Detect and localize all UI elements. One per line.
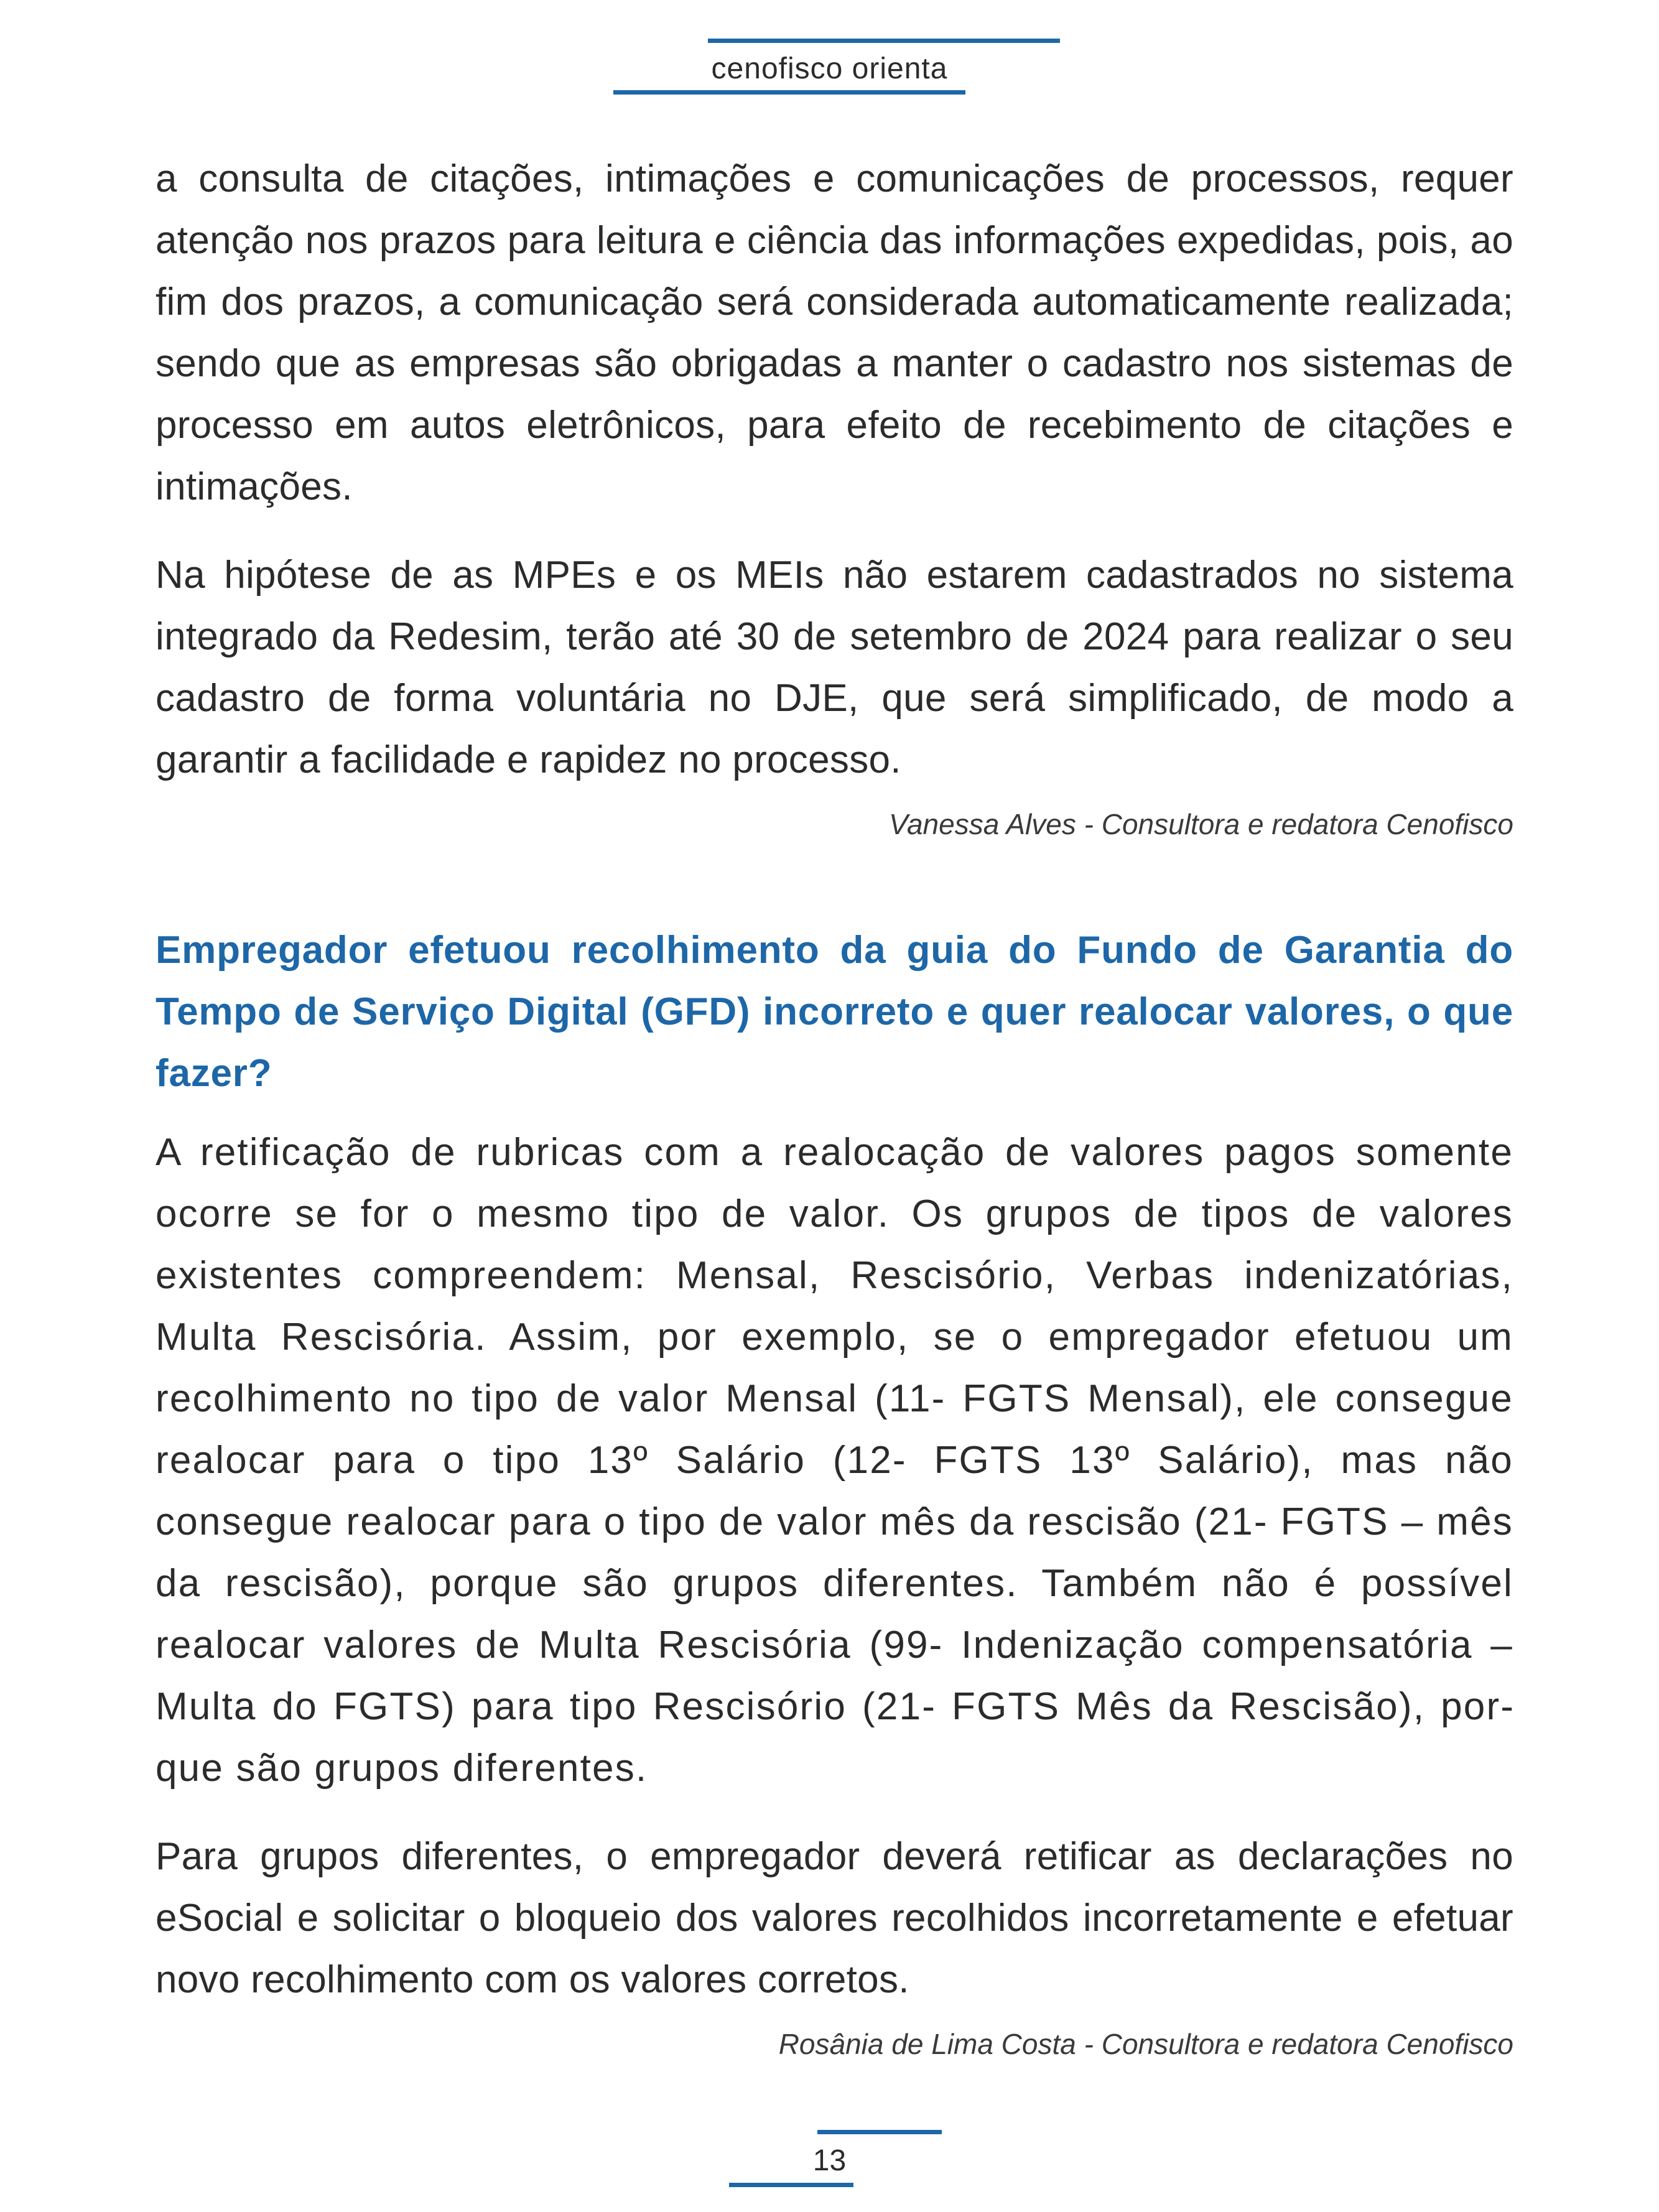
page-header (0, 36, 1659, 98)
page-footer (0, 2127, 1659, 2202)
page-content (156, 148, 1513, 2065)
header-title: cenofisco orienta (711, 52, 948, 85)
header-rule-bottom (613, 90, 965, 95)
article2-paragraph-1: A retificação de rubricas com a realocação de valores pagos somente ocorre se for o mesmo tipo de valor. Os grupos de tipos de valores existentes compreendem: Mensal, Rescisório, Verbas indenizatórias, Multa Rescisória. Assim, por exemplo, se o empregador efetuou um recolhimento no tipo de valor Mensal (11- FGTS Mensal), ele consegue realocar para o tipo 13º Salário (12- FGTS 13º Salário), mas não consegue realocar para o tipo de valor mês da rescisão (21- FGTS – mês da rescisão), porque são grupos diferentes. Também não é possível realocar valores de Multa Rescisória (99- Indenização compensatória – Multa do FGTS) para tipo Rescisório (21- FGTS Mês da Rescisão), porque são grupos diferentes. (156, 1131, 1513, 1790)
article1-signature: Vanessa Alves - Consultora e redatora Cenofisco (888, 808, 1513, 840)
article2-heading: Empregador efetuou recolhimento da guia do Fundo de Garantia do Tempo de Serviço Digital (GFD) incorreto e quer realocar valores, o que fazer? (156, 929, 1513, 1095)
footer-rule-bottom (729, 2183, 853, 2187)
article1-paragraph-2: Na hipótese de as MPEs e os MEIs não estarem cadastrados no sistema integrado da Redesim, terão até 30 de setembro de 2024 para realizar o seu cadastro de forma voluntária no DJE, que será simplificado, de modo a garantir a facilidade e rapidez no processo. (156, 554, 1513, 781)
article2-signature: Rosânia de Lima Costa - Consultora e redatora Cenofisco (778, 2028, 1513, 2060)
article2-paragraph-2: Para grupos diferentes, o empregador deverá retificar as declarações no eSocial e solicitar o bloqueio dos valores recolhidos incorretamente e efetuar novo recolhimento com os valores corretos. (156, 1835, 1513, 2001)
footer-rule-top (817, 2130, 942, 2134)
article1-paragraph-1: a consulta de citações, intimações e comunicações de processos, requer atenção nos prazos para leitura e ciência das informações expedidas, pois, ao fim dos prazos, a comunicação será considerada automaticamente realizada; sendo que as empresas são obrigadas a manter o cadastro nos sistemas de processo em autos eletrônicos, para efeito de recebimento de citações e intimações. (156, 157, 1513, 508)
page-number: 13 (812, 2144, 847, 2177)
header-rule-top (708, 39, 1060, 43)
